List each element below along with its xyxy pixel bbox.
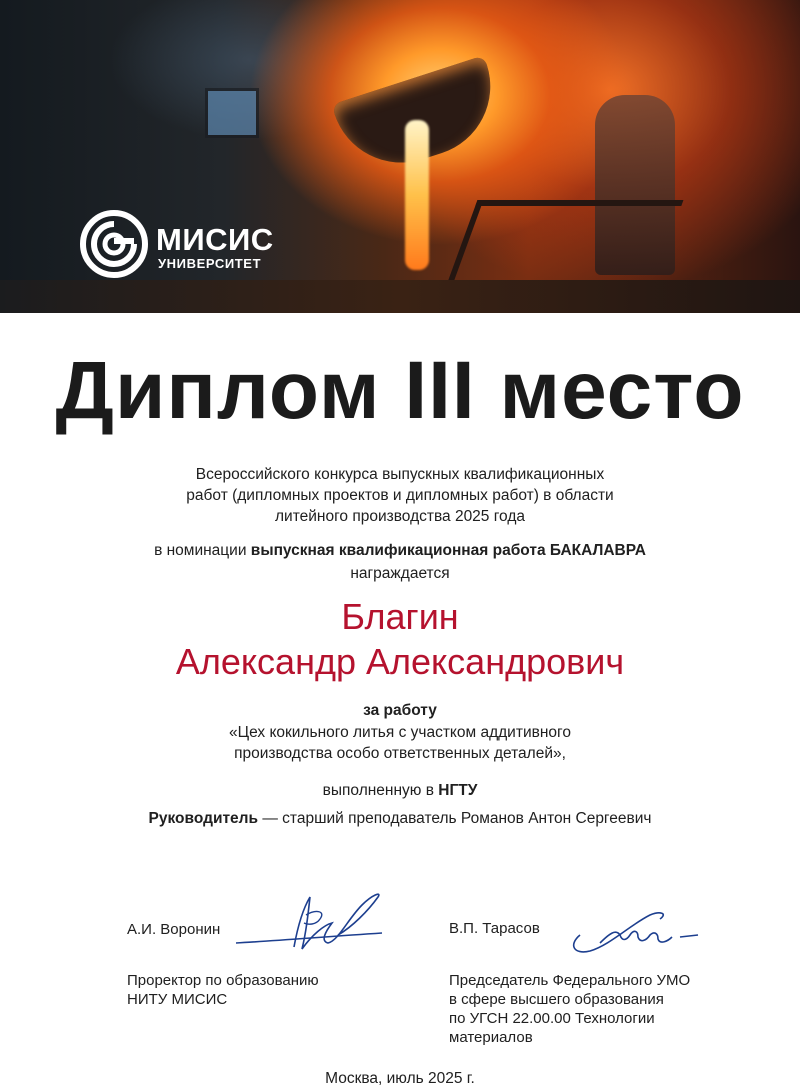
signatory-2-position-line-4: материалов [449,1029,533,1046]
factory-window [205,88,259,138]
nomination-value: выпускная квалификационная работа БАКАЛАВРА [250,542,646,559]
logo-name: МИСИС [156,222,274,257]
signatory-1-position-line-2: НИТУ МИСИС [127,991,228,1008]
performed-org: НГТУ [438,782,478,799]
work-title-line-1: «Цех кокильного литья с участком аддитивного [229,724,571,741]
diploma-title: Диплом III место [55,345,745,436]
signatory-2-position-line-2: в сфере высшего образования [449,991,664,1008]
work-title-line-2: производства особо ответственных деталей», [234,745,566,762]
signatory-2-position [449,971,690,1047]
signatory-1-position-line-1: Проректор по образованию [127,972,319,989]
footer-place-date: Москва, июль 2025 г. [325,1070,475,1087]
performed-prefix: выполненную в [322,782,439,799]
signatory-2-name: В.П. Тарасов [449,920,540,937]
performed-at [0,780,800,801]
work-title [0,722,800,764]
contest-line-2: работ (дипломных проектов и дипломных работ) в области [186,487,614,504]
nomination-prefix: в номинации [154,542,251,559]
logo-subtitle: УНИВЕРСИТЕТ [158,256,262,271]
work-label-text: за работу [363,702,437,719]
recipient-given-names: Александр Александрович [175,641,625,682]
contest-line-1: Всероссийского конкурса выпускных квалификационных [195,466,605,483]
signatory-2-position-line-1: Председатель Федерального УМО [449,972,691,989]
signatory-1-name: А.И. Воронин [127,921,221,938]
contest-description [0,464,800,527]
signature-voronin [232,885,392,960]
molten-metal-stream [405,120,429,270]
misis-logo [80,210,290,280]
signatory-1-position [127,971,319,1009]
supervisor [0,808,800,829]
signatory-2-position-line-3: по УГСН 22.00.00 Технологии [449,1010,655,1027]
supervisor-label: Руководитель [148,810,259,827]
signature-tarasov [560,905,710,960]
contest-line-3: литейного производства 2025 года [275,508,525,525]
awarded-label: награждается [350,565,450,582]
header-photo-foundry [0,0,800,313]
misis-logo-icon [80,210,148,278]
recipient-surname: Благин [341,596,459,637]
supervisor-text: — старший преподаватель Романов Антон Сергеевич [258,810,652,827]
foundry-floor [0,280,800,313]
nomination [0,540,800,561]
work-label [0,700,800,721]
